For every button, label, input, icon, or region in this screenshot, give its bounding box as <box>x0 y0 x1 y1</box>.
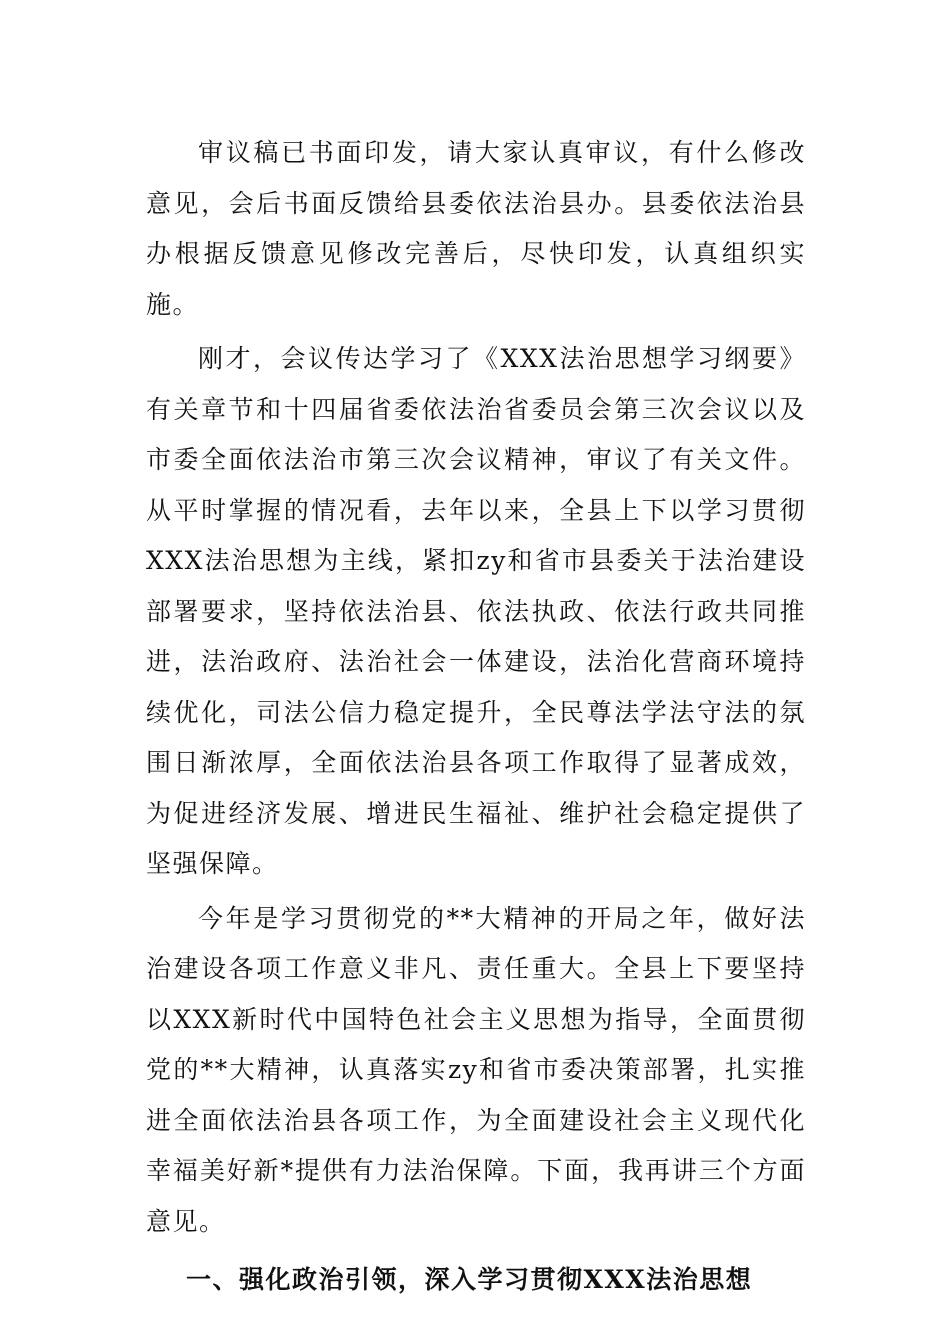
paragraph-3: 今年是学习贯彻党的**大精神的开局之年，做好法治建设各项工作意义非凡、责任重大。全县上下要坚持以XXX新时代中国特色社会主义思想为指导，全面贯彻党的**大精神，认真落实zy和省市委决策部署，扎实推进全面依法治县各项工作，为全面建设社会主义现代化幸福美好新*提供有力法治保障。下面，我再讲三个方面意见。 <box>146 903 806 1236</box>
section-heading: 一、强化政治引领，深入学习贯彻XXX法治思想 <box>186 1265 753 1294</box>
paragraph-2: 刚才，会议传达学习了《XXX法治思想学习纲要》有关章节和十四届省委依法治省委员会第三次会议以及市委全面依法治市第三次会议精神，审议了有关文件。从平时掌握的情况看，去年以来，全县上下以学习贯彻XXX法治思想为主线，紧扣zy和省市县委关于法治建设部署要求，坚持依法治县、依法执政、依法行政共同推进，法治政府、法治社会一体建设，法治化营商环境持续优化，司法公信力稳定提升，全民尊法学法守法的氛围日渐浓厚，全面依法治县各项工作取得了显著成效，为促进经济发展、增进民生福祉、维护社会稳定提供了坚强保障。 <box>146 344 806 878</box>
document-body <box>146 128 806 1306</box>
paragraph-1: 审议稿已书面印发，请大家认真审议，有什么修改意见，会后书面反馈给县委依法治县办。县委依法治县办根据反馈意见修改完善后，尽快印发，认真组织实施。 <box>146 138 806 319</box>
